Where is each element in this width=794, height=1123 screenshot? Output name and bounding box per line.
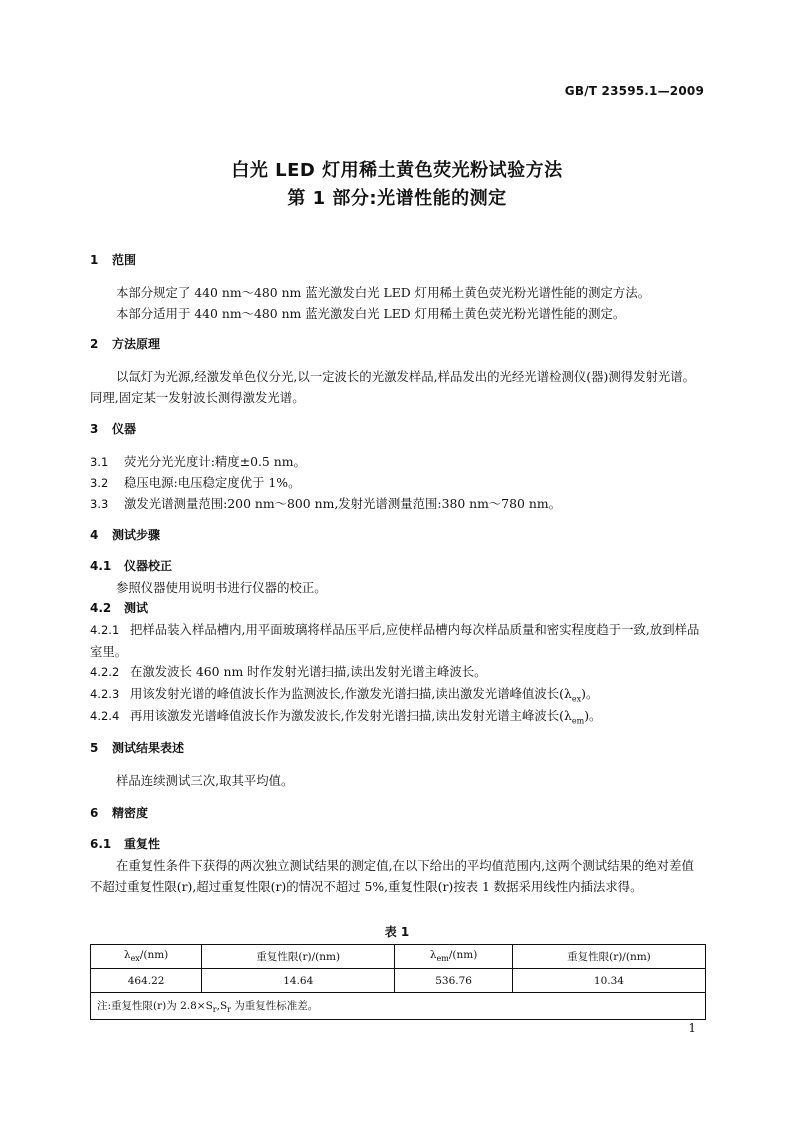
table-cell: 464.22 xyxy=(91,969,202,993)
paragraph: 样品连续测试三次,取其平均值。 xyxy=(116,773,294,788)
section-6-heading xyxy=(90,803,706,824)
clause xyxy=(90,472,706,494)
section-title: 仪器校正 xyxy=(124,559,173,573)
subscript: ex xyxy=(571,694,582,704)
clause-number: 3.3 xyxy=(90,497,109,511)
clause-text: 把样品装入样品槽内,用平面玻璃将样品压平后,应使样品槽内每次样品质量和密实程度趋于一致,放到样品室里。 xyxy=(90,622,700,659)
section-title: 方法原理 xyxy=(112,337,161,351)
table-cell: 10.34 xyxy=(512,969,705,993)
subsection-6-1-heading xyxy=(90,834,706,855)
clause-number: 4.2.2 xyxy=(90,665,120,679)
clause-text-end: )。 xyxy=(581,686,599,701)
paragraph: 本部分适用于 440 nm～480 nm 蓝光激发白光 LED 灯用稀土黄色荧光粉光谱性能的测定。 xyxy=(116,306,626,321)
section-number: 5 xyxy=(90,741,99,755)
section-1-heading xyxy=(90,250,706,271)
column-header: $\lambda_{ex}/(nm)$ xyxy=(91,945,202,969)
column-header: $\lambda_{em}/(nm)$ xyxy=(395,945,513,969)
section-3-heading xyxy=(90,419,706,440)
section-title: 仪器 xyxy=(112,422,137,436)
table-cell: 14.64 xyxy=(202,969,395,993)
table-caption: 表 1 xyxy=(384,925,410,939)
paragraph: 以氙灯为光源,经激发单色仪分光,以一定波长的光激发样品,样品发出的光经光谱检测仪(器)测得发射光谱。同理,固定某一发射波长测得激发光谱。 xyxy=(90,369,696,405)
clause-number: 4.2.1 xyxy=(90,623,120,637)
section-5-heading xyxy=(90,738,706,759)
table-row xyxy=(91,969,706,993)
clause-text: 再用该激发光谱峰值波长作为激发波长,作发射光谱扫描,读出发射光谱主峰波长(λ xyxy=(130,708,572,723)
section-number: 4 xyxy=(90,528,99,542)
clause-text: 激发光谱测量范围:200 nm～800 nm,发射光谱测量范围:380 nm～780 nm。 xyxy=(124,496,561,511)
section-number: 2 xyxy=(90,337,99,351)
document-title: 白光 LED 灯用稀土黄色荧光粉试验方法 xyxy=(231,160,563,181)
section-4-heading xyxy=(90,525,706,546)
section-number: 4.1 xyxy=(90,559,112,573)
section-title: 重复性 xyxy=(124,837,161,851)
clause xyxy=(90,661,706,683)
clause xyxy=(90,451,706,473)
subsection-4-2-heading xyxy=(90,598,706,619)
table-note: 注:重复性限(r)为 $2.8\times S_r,S_r$ 为重复性标准差。 xyxy=(91,993,706,1020)
clause-number: 4.2.4 xyxy=(90,709,120,723)
section-title: 范围 xyxy=(112,253,137,267)
section-2-heading xyxy=(90,334,706,355)
subscript: em xyxy=(571,716,585,726)
section-number: 1 xyxy=(90,253,99,267)
clause-text: 稳压电源:电压稳定度优于 1%。 xyxy=(124,475,301,490)
table-cell: 536.76 xyxy=(395,969,513,993)
section-title: 精密度 xyxy=(112,806,149,820)
clause-text: 荧光分光光度计:精度±0.5 nm。 xyxy=(124,454,306,469)
repeatability-table xyxy=(90,944,706,1020)
clause-text-end: )。 xyxy=(584,708,602,723)
table-note-row xyxy=(91,993,706,1020)
section-number: 4.2 xyxy=(90,601,112,615)
clause xyxy=(90,619,706,662)
section-number: 6 xyxy=(90,806,99,820)
table-header-row xyxy=(91,945,706,969)
clause-number: 4.2.3 xyxy=(90,687,120,701)
paragraph: 在重复性条件下获得的两次独立测试结果的测定值,在以下给出的平均值范围内,这两个测试结果的绝对差值不超过重复性限(r),超过重复性限(r)的情况不超过 5%,重复性限(r)按表 1 数据采用线性内插法求得。 xyxy=(90,858,694,894)
standard-number: GB/T 23595.1—2009 xyxy=(564,84,704,98)
clause-text: 在激发波长 460 nm 时作发射光谱扫描,读出发射光谱主峰波长。 xyxy=(130,664,487,679)
clause-text: 用该发射光谱的峰值波长作为监测波长,作激发光谱扫描,读出激发光谱峰值波长(λ xyxy=(130,686,572,701)
column-header: 重复性限(r)/(nm) xyxy=(512,945,705,969)
column-header: 重复性限(r)/(nm) xyxy=(202,945,395,969)
clause xyxy=(90,705,706,731)
paragraph: 本部分规定了 440 nm～480 nm 蓝光激发白光 LED 灯用稀土黄色荧光粉光谱性能的测定方法。 xyxy=(116,285,651,300)
section-title: 测试结果表述 xyxy=(112,741,185,755)
clause xyxy=(90,493,706,515)
clause-number: 3.2 xyxy=(90,476,109,490)
paragraph: 参照仪器使用说明书进行仪器的校正。 xyxy=(116,580,327,595)
section-number: 3 xyxy=(90,422,99,436)
page-number: 1 xyxy=(688,1021,696,1035)
section-number: 6.1 xyxy=(90,837,112,851)
subsection-4-1-heading xyxy=(90,556,706,577)
section-title: 测试 xyxy=(124,601,149,615)
section-title: 测试步骤 xyxy=(112,528,161,542)
document-subtitle: 第 1 部分:光谱性能的测定 xyxy=(287,188,507,209)
clause-number: 3.1 xyxy=(90,455,109,469)
